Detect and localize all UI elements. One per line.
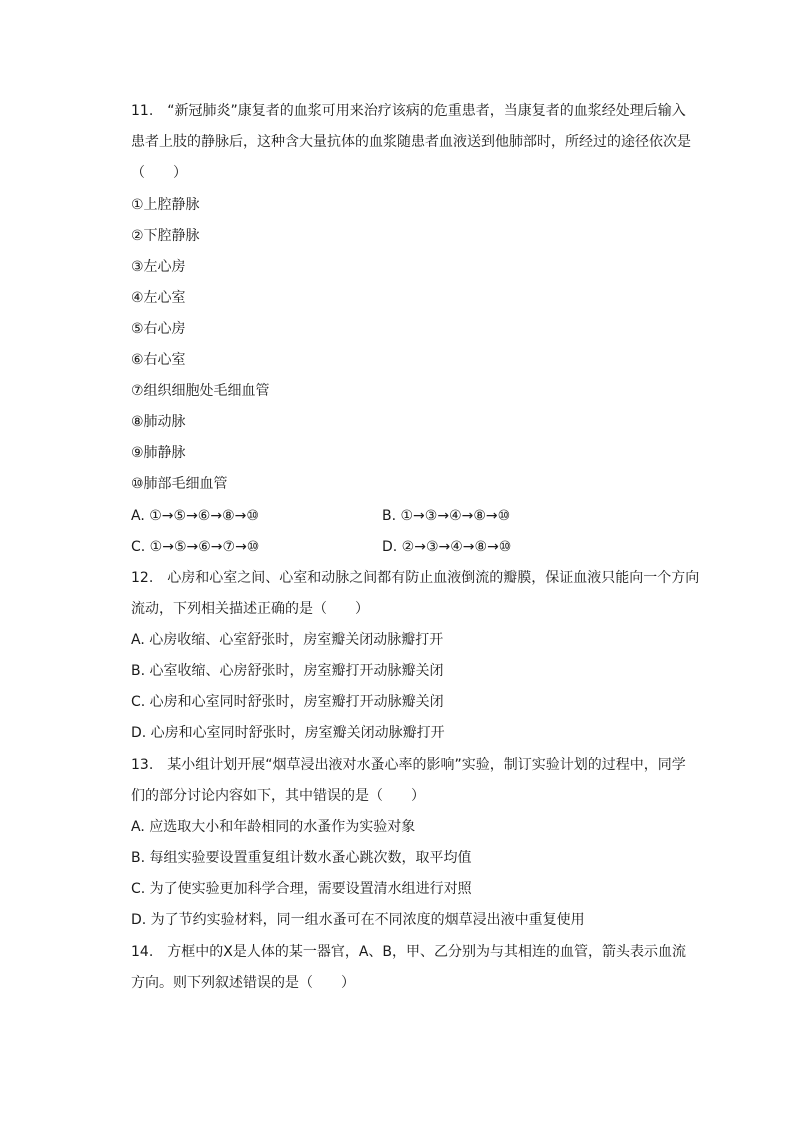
question-13-option-a: A. 应选取大小和年龄相同的水蚤作为实验对象 bbox=[131, 819, 416, 835]
question-11-answer-blank: （ ） bbox=[131, 165, 187, 181]
question-12-option-c: C. 心房和心室同时舒张时，房室瓣打开动脉瓣关闭 bbox=[131, 694, 444, 710]
question-13-stem-line-1: 13. 某小组计划开展“烟草浸出液对水蚤心率的影响”实验，制订实验计划的过程中，同学 bbox=[131, 757, 686, 773]
question-12-option-a: A. 心房收缩、心室舒张时，房室瓣关闭动脉瓣打开 bbox=[131, 632, 444, 648]
question-11-item-8: ⑧肺动脉 bbox=[131, 414, 186, 430]
question-12-option-b: B. 心室收缩、心房舒张时，房室瓣打开动脉瓣关闭 bbox=[131, 663, 444, 679]
question-11-item-6: ⑥右心室 bbox=[131, 352, 186, 368]
question-11-item-10: ⑩肺部毛细血管 bbox=[131, 476, 228, 492]
question-11-item-7: ⑦组织细胞处毛细血管 bbox=[131, 383, 270, 399]
question-11-option-c: C. ①→⑤→⑥→⑦→⑩ bbox=[131, 539, 260, 555]
question-14-stem-line-2: 方向。则下列叙述错误的是（ ） bbox=[131, 975, 355, 991]
question-11-option-b: B. ①→③→④→⑧→⑩ bbox=[382, 508, 511, 524]
question-11-item-3: ③左心房 bbox=[131, 259, 186, 275]
question-12-stem-line-2: 流动，下列相关描述正确的是（ ） bbox=[131, 601, 369, 617]
question-13-option-c: C. 为了使实验更加科学合理，需要设置清水组进行对照 bbox=[131, 881, 472, 897]
question-11-item-4: ④左心室 bbox=[131, 290, 186, 306]
question-11-item-2: ②下腔静脉 bbox=[131, 228, 200, 244]
question-11-item-5: ⑤右心房 bbox=[131, 321, 186, 337]
question-13-stem-line-2: 们的部分讨论内容如下，其中错误的是（ ） bbox=[131, 788, 425, 804]
question-11-option-a: A. ①→⑤→⑥→⑧→⑩ bbox=[131, 508, 259, 524]
question-11-stem-line-2: 患者上肢的静脉后，这种含大量抗体的血浆随患者血液送到他肺部时，所经过的途径依次是 bbox=[131, 134, 691, 150]
question-11-option-d: D. ②→③→④→⑧→⑩ bbox=[382, 539, 512, 555]
question-13-option-d: D. 为了节约实验材料，同一组水蚤可在不同浓度的烟草浸出液中重复使用 bbox=[131, 912, 585, 928]
question-11-stem-line-1: 11. “新冠肺炎”康复者的血浆可用来治疗该病的危重患者，当康复者的血浆经处理后输入 bbox=[131, 103, 686, 119]
question-11-item-1: ①上腔静脉 bbox=[131, 197, 200, 213]
question-12-option-d: D. 心房和心室同时舒张时，房室瓣关闭动脉瓣打开 bbox=[131, 725, 445, 741]
question-13-option-b: B. 每组实验要设置重复组计数水蚤心跳次数，取平均值 bbox=[131, 850, 472, 866]
question-14-stem-line-1: 14. 方框中的X是人体的某一器官，A、B，甲、乙分别为与其相连的血管，箭头表示血流 bbox=[131, 944, 687, 960]
question-11-item-9: ⑨肺静脉 bbox=[131, 445, 186, 461]
question-12-stem-line-1: 12. 心房和心室之间、心室和动脉之间都有防止血液倒流的瓣膜，保证血液只能向一个方向 bbox=[131, 570, 700, 586]
